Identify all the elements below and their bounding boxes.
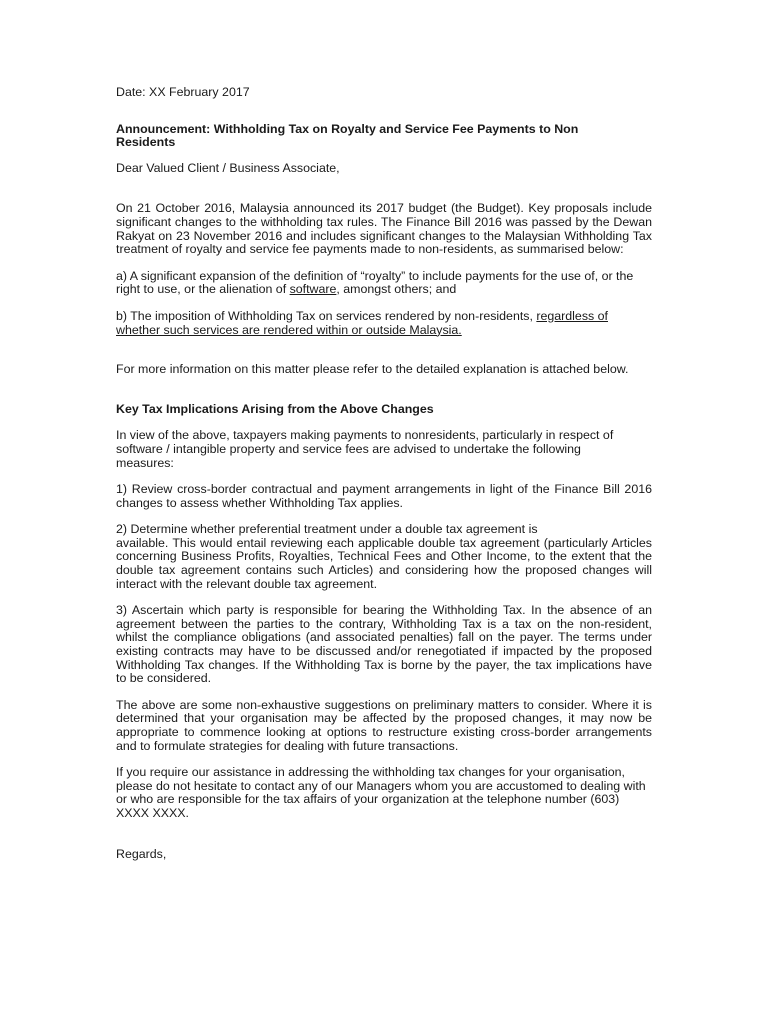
section-heading: Key Tax Implications Arising from the Above Changes xyxy=(116,401,434,416)
point-a-text: a) A significant expansion of the definition of “royalty” to include payments for the use of, or the right to use, or the alienation of xyxy=(116,268,634,297)
point-a xyxy=(116,270,646,297)
measure-2 xyxy=(116,523,652,591)
letter-subject: Announcement: Withholding Tax on Royalty and Service Fee Payments to Non Residents xyxy=(116,121,579,150)
measure-2-first-line: 2) Determine whether preferential treatment under a double tax agreement is xyxy=(116,522,538,537)
section-intro: In view of the above, taxpayers making payments to nonresidents, particularly in respect of software / intangible property and service fees are advised to undertake the following measures: xyxy=(116,428,614,470)
more-info-paragraph: For more information on this matter please refer to the detailed explanation is attached below. xyxy=(116,362,629,377)
closing-paragraph-2: If you require our assistance in addressing the withholding tax changes for your organisation, please do not hesitate to contact any of our Managers whom you are accustomed to dealing with or who are responsible for the tax affairs of your organization at the telephone number (603) XXXX XXXX. xyxy=(116,765,646,820)
letter-date: Date: XX February 2017 xyxy=(116,85,250,99)
measure-2-body: available. This would entail reviewing each applicable double tax agreement (particularly Articles concerning Business Profits, Royalties, Technical Fees and Other Income, to the extent that the double tax agreement contains such Articles) and considering how the proposed changes will interact with the relevant double tax agreement. xyxy=(116,535,652,591)
signoff: Regards, xyxy=(116,846,167,861)
point-b-underlined: regardless of whether such services are rendered within or outside Malaysia. xyxy=(116,308,608,337)
letter-salutation: Dear Valued Client / Business Associate, xyxy=(116,160,340,175)
intro-paragraph: On 21 October 2016, Malaysia announced its 2017 budget (the Budget). Key proposals include significant changes to the withholding tax rules. The Finance Bill 2016 was passed by the Dewan Rakyat on 23 November 2016 and includes significant changes to the Malaysian Withholding Tax treatment of royalty and service fee payments made to non-residents, as summarised below: xyxy=(116,201,652,257)
point-a-end: , amongst others; and xyxy=(336,282,457,297)
closing-paragraph-1: The above are some non-exhaustive suggestions on preliminary matters to consider. Where it is determined that your organisation may be affected by the proposed changes, it may now be appropriate to commence looking at options to restructure existing cross-border arrangements and to formulate strategies for dealing with future transactions. xyxy=(116,697,652,753)
letter-page xyxy=(116,86,652,861)
measure-3: 3) Ascertain which party is responsible for bearing the Withholding Tax. In the absence of an agreement between the parties to the contrary, Withholding Tax is a tax on the non-resident, whilst the compliance obligations (and associated penalties) fall on the payer. The terms under existing contracts may have to be discussed and/or renegotiated if impacted by the proposed Withholding Tax changes. If the Withholding Tax is borne by the payer, the tax implications have to be considered. xyxy=(116,603,652,686)
point-b-text: b) The imposition of Withholding Tax on services rendered by non-residents, xyxy=(116,308,537,323)
point-a-underlined: software xyxy=(289,282,337,297)
measure-1: 1) Review cross-border contractual and payment arrangements in light of the Finance Bill 2016 changes to assess whether Withholding Tax applies. xyxy=(116,482,652,510)
point-b xyxy=(116,310,646,337)
